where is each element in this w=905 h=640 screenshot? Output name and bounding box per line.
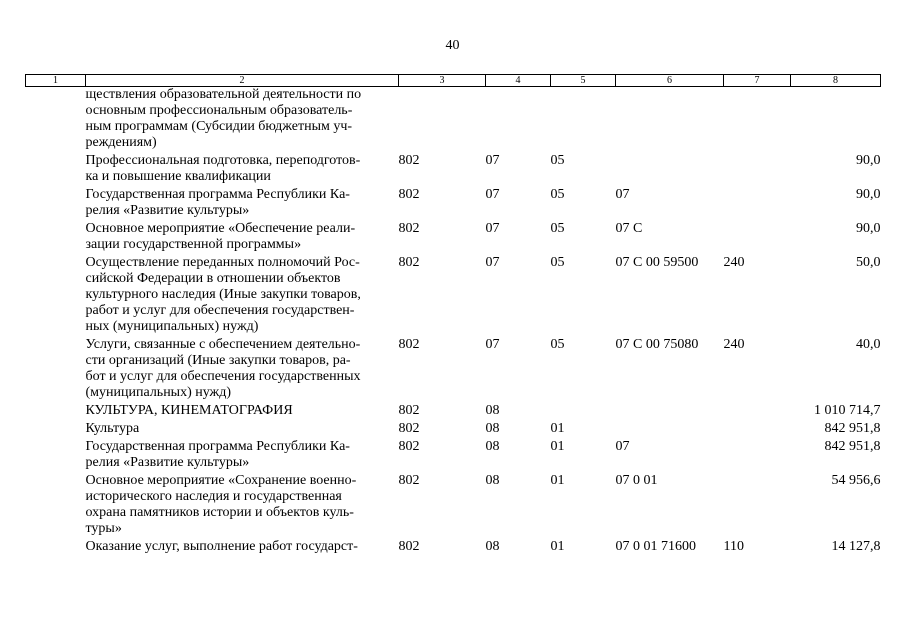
amount: 14 127,8 [831, 539, 881, 554]
column-number: 1 [26, 75, 86, 87]
item-name-line: Государственная программа Республики Ка- [85, 439, 350, 454]
subsection-code: 05 [550, 153, 565, 168]
table-row [26, 473, 881, 539]
row-number-cell [26, 221, 86, 255]
expense-type-code [724, 221, 791, 255]
table-row [26, 153, 881, 187]
item-name-line: туры» [85, 521, 122, 536]
target-article-code [616, 153, 724, 187]
expense-type-code [724, 187, 791, 221]
amount: 90,0 [856, 187, 881, 202]
item-name-line: Оказание услуг, выполнение работ государст- [85, 539, 358, 554]
grbs-code: 802 [398, 421, 420, 436]
column-number: 4 [486, 75, 551, 87]
item-name-cell [86, 255, 399, 337]
target-article-code [616, 421, 724, 439]
column-number: 5 [551, 75, 616, 87]
row-number-cell [26, 421, 86, 439]
target-article-code: 07 0 01 [615, 473, 658, 488]
item-name-line: Услуги, связанные с обеспечением деятельно- [85, 337, 361, 352]
amount: 842 951,8 [824, 439, 881, 454]
amount: 842 951,8 [824, 421, 881, 436]
item-name-cell [86, 539, 399, 557]
item-name-cell [86, 221, 399, 255]
expense-type-code: 110 [723, 539, 744, 554]
section-code: 07 [485, 337, 500, 352]
item-name-line: сти организаций (Иные закупки товаров, ра- [85, 353, 351, 368]
column-number: 7 [724, 75, 791, 87]
item-name-line: исторического наследия и государственная [85, 489, 342, 504]
expense-type-code [724, 153, 791, 187]
item-name-line: основным профессиональным образователь- [85, 103, 353, 118]
item-name-line: (муниципальных) нужд) [85, 385, 232, 400]
subsection-code: 05 [550, 187, 565, 202]
page-number: 40 [445, 38, 460, 53]
item-name-line: Основное мероприятие «Обеспечение реали- [85, 221, 356, 236]
amount: 54 956,6 [831, 473, 881, 488]
item-name-line: сийской Федерации в отношении объектов [85, 271, 341, 286]
section-code: 08 [485, 473, 500, 488]
item-name-line: ных (муниципальных) нужд) [85, 319, 259, 334]
grbs-code: 802 [398, 539, 420, 554]
item-name-line: охрана памятников истории и объектов куль- [85, 505, 354, 520]
column-number: 8 [791, 75, 881, 87]
grbs-code: 802 [398, 473, 420, 488]
target-article-code: 07 0 01 71600 [615, 539, 696, 554]
row-number-cell [26, 403, 86, 421]
grbs-code [399, 87, 486, 154]
section-code: 07 [485, 221, 500, 236]
expense-type-code: 240 [723, 255, 745, 270]
row-number-cell [26, 337, 86, 403]
expense-type-code [724, 421, 791, 439]
item-name-cell [86, 187, 399, 221]
amount: 40,0 [856, 337, 881, 352]
subsection-code: 01 [550, 421, 565, 436]
section-code: 08 [485, 539, 500, 554]
item-name-cell [86, 421, 399, 439]
table-row [26, 439, 881, 473]
item-name-line: работ и услуг для обеспечения государствен- [85, 303, 355, 318]
column-number: 3 [399, 75, 486, 87]
target-article-code: 07 С 00 75080 [615, 337, 699, 352]
subsection-code: 05 [550, 221, 565, 236]
item-name-line: зации государственной программы» [85, 237, 302, 252]
item-name-line: ка и повышение квалификации [85, 169, 271, 184]
expense-type-code: 240 [723, 337, 745, 352]
target-article-code: 07 [615, 187, 630, 202]
table-row [26, 539, 881, 557]
item-name-line: Профессиональная подготовка, переподготов- [85, 153, 361, 168]
expense-type-code [724, 403, 791, 421]
target-article-code [616, 403, 724, 421]
subsection-code: 01 [550, 539, 565, 554]
subsection-code: 01 [550, 439, 565, 454]
table-row [26, 221, 881, 255]
item-name-cell [86, 439, 399, 473]
amount: 50,0 [856, 255, 881, 270]
table-row [26, 255, 881, 337]
amount [791, 87, 881, 154]
grbs-code: 802 [398, 255, 420, 270]
section-code: 07 [485, 153, 500, 168]
column-number: 6 [616, 75, 724, 87]
column-number-row [26, 75, 881, 87]
table-row [26, 403, 881, 421]
target-article-code: 07 [615, 439, 630, 454]
budget-table [25, 74, 881, 557]
item-name-line: реждениям) [85, 135, 157, 150]
column-number: 2 [86, 75, 399, 87]
row-number-cell [26, 255, 86, 337]
section-code: 07 [485, 187, 500, 202]
subsection-code: 01 [550, 473, 565, 488]
target-article-code [616, 87, 724, 154]
item-name-line: ным программам (Субсидии бюджетным уч- [85, 119, 353, 134]
target-article-code: 07 С 00 59500 [615, 255, 699, 270]
table-row [26, 421, 881, 439]
table-row [26, 187, 881, 221]
subsection-code [551, 87, 616, 154]
amount: 90,0 [856, 153, 881, 168]
section-code: 08 [485, 403, 500, 418]
amount: 90,0 [856, 221, 881, 236]
table-row [26, 337, 881, 403]
item-name-line: Государственная программа Республики Ка- [85, 187, 350, 202]
row-number-cell [26, 439, 86, 473]
grbs-code: 802 [398, 187, 420, 202]
subsection-code: 05 [550, 337, 565, 352]
expense-type-code [724, 473, 791, 539]
subsection-code [551, 403, 616, 421]
item-name-cell [86, 153, 399, 187]
row-number-cell [26, 87, 86, 154]
section-code: 08 [485, 439, 500, 454]
section-code [486, 87, 551, 154]
item-name-line: ществления образовательной деятельности по [85, 87, 362, 102]
grbs-code: 802 [398, 337, 420, 352]
item-name-line: культурного наследия (Иные закупки товаров, [85, 287, 361, 302]
grbs-code: 802 [398, 221, 420, 236]
item-name-line: релия «Развитие культуры» [85, 455, 250, 470]
grbs-code: 802 [398, 153, 420, 168]
grbs-code: 802 [398, 403, 420, 418]
table-row [26, 87, 881, 154]
section-code: 08 [485, 421, 500, 436]
grbs-code: 802 [398, 439, 420, 454]
item-name-line: релия «Развитие культуры» [85, 203, 250, 218]
section-code: 07 [485, 255, 500, 270]
item-name-cell [86, 87, 399, 154]
expense-type-code [724, 87, 791, 154]
table-body [26, 87, 881, 558]
subsection-code: 05 [550, 255, 565, 270]
item-name-line: бот и услуг для обеспечения государственных [85, 369, 361, 384]
row-number-cell [26, 187, 86, 221]
row-number-cell [26, 153, 86, 187]
item-name-cell [86, 337, 399, 403]
item-name-line: Осуществление переданных полномочий Рос- [85, 255, 360, 270]
item-name-cell [86, 473, 399, 539]
target-article-code: 07 С [615, 221, 643, 236]
amount: 1 010 714,7 [814, 403, 881, 418]
item-name-line: Культура [85, 421, 140, 436]
item-name-line: КУЛЬТУРА, КИНЕМАТОГРАФИЯ [85, 403, 293, 418]
row-number-cell [26, 539, 86, 557]
item-name-line: Основное мероприятие «Сохранение военно- [85, 473, 357, 488]
row-number-cell [26, 473, 86, 539]
expense-type-code [724, 439, 791, 473]
item-name-cell [86, 403, 399, 421]
